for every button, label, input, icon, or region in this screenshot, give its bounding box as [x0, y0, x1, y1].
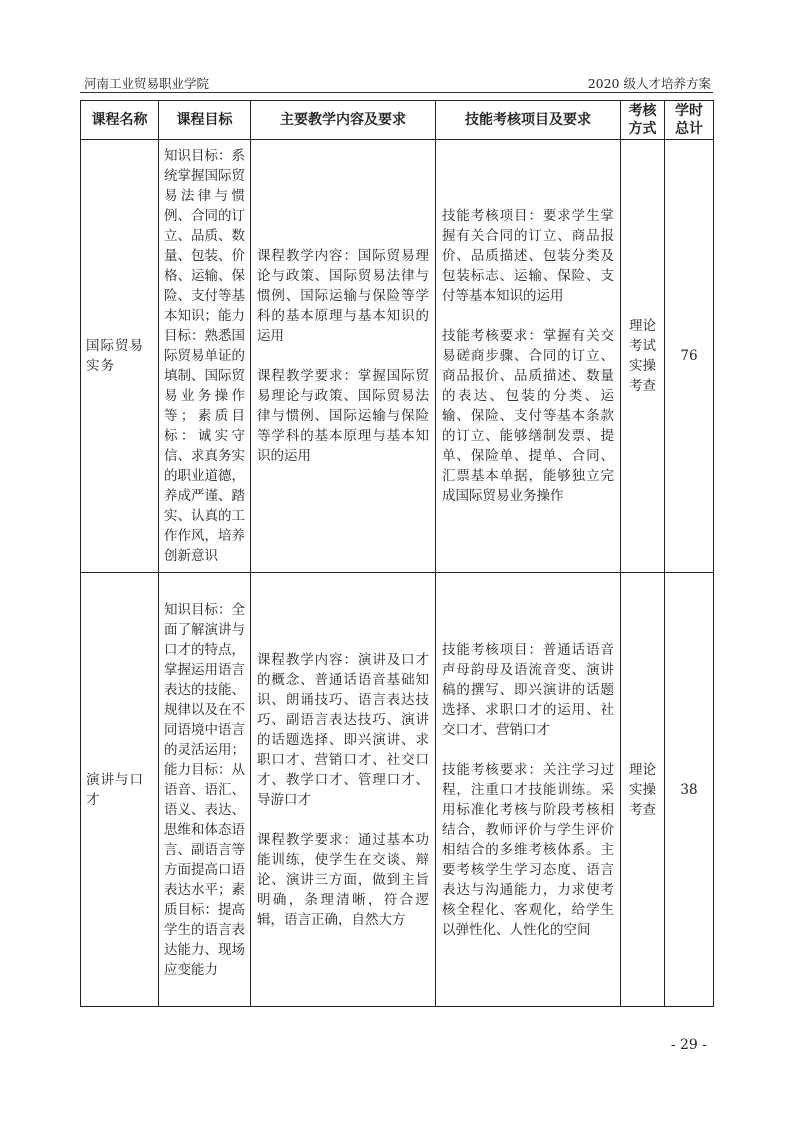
skill-requirements: 技能考核要求：掌握有关交易磋商步骤、合同的订立、商品报价、品质描述、数量的表达、包装的分类、运输、保险、支付等基本条款的订立、能够缮制发票、提单、保险单、提单、合同、汇票基本单据，能够独立完成国际贸易业务操作 [442, 328, 614, 504]
course-content [251, 573, 436, 1007]
page-number: - 29 - [670, 1037, 707, 1053]
assessment-method: 理论实操考查 [621, 573, 665, 1007]
content-text: 课程教学内容：国际贸易理论与政策、国际贸易法律与惯例、国际运输与保险等学科的基本原理与基本知识的运用 [257, 248, 429, 344]
col-hours: 学时总计 [665, 101, 714, 140]
skill-items: 技能考核项目：普通话语音声母韵母及语流音变、演讲稿的撰写、即兴演讲的话题选择、求职口才的运用、社交口才、营销口才 [442, 641, 614, 738]
skill-items: 技能考核项目：要求学生掌握有关合同的订立、商品报价、品质描述、包装分类及包装标志、运输、保险、支付等基本知识的运用 [442, 208, 614, 304]
course-content [251, 140, 436, 573]
course-table [80, 100, 714, 1007]
course-goal: 知识目标：系统掌握国际贸易法律与惯例、合同的订立、品质、数量、包装、价格、运输、保险、支付等基本知识；能力目标：熟悉国际贸易单证的填制、国际贸易业务操作等；素质目标：诚实守信、求真务实的职业道德，养成严谨、踏实、认真的工作作风，培养创新意识 [159, 140, 251, 573]
skill-requirements: 技能考核要求：关注学习过程，注重口才技能训练。采用标准化考核与阶段考核相结合，教师评价与学生评价相结合的多维考核体系。主要考核学生学习态度、语言表达与沟通能力，力求使考核全程化、客观化，给学生以弹性化、人性化的空间 [442, 761, 614, 938]
col-course-goal: 课程目标 [159, 101, 251, 140]
content-text: 课程教学内容：演讲及口才的概念、普通话语音基础知识、朗诵技巧、语言表达技巧、副语言表达技巧、演讲的话题选择、即兴演讲、求职口才、营销口才、社交口才、教学口才、管理口才、导游口才 [257, 651, 429, 808]
total-hours: 76 [665, 140, 714, 573]
course-goal: 知识目标：全面了解演讲与口才的特点，掌握运用语言表达的技能、规律以及在不同语境中语言的灵活运用；能力目标：从语音、语汇、语义、表达、思维和体态语言、副语言等方面提高口语表达水平；素质目标：提高学生的语言表达能力、现场应变能力 [159, 573, 251, 1007]
requirement-text: 课程教学要求：通过基本功能训练，使学生在交谈、辩论、演讲三方面，做到主旨明确，条理清晰，符合逻辑，语言正确，自然大方 [257, 831, 429, 928]
table-row [81, 140, 714, 573]
header-institution: 河南工业贸易职业学院 [84, 76, 210, 91]
header-divider [80, 92, 713, 93]
col-course-name: 课程名称 [81, 101, 159, 140]
table-header-row [81, 101, 714, 140]
course-name: 演讲与口才 [81, 573, 159, 1007]
skill-assessment [436, 140, 621, 573]
header-document-title: 2020 级人才培养方案 [587, 76, 711, 91]
col-skill: 技能考核项目及要求 [436, 101, 621, 140]
skill-assessment [436, 573, 621, 1007]
col-method: 考核方式 [621, 101, 665, 140]
requirement-text: 课程教学要求：掌握国际贸易理论与政策、国际贸易法律与惯例、国际运输与保险等学科的基本原理与基本知识的运用 [257, 368, 429, 464]
table-row [81, 573, 714, 1007]
course-name: 国际贸易实务 [81, 140, 159, 573]
total-hours: 38 [665, 573, 714, 1007]
assessment-method: 理论考试实操考查 [621, 140, 665, 573]
col-content: 主要教学内容及要求 [251, 101, 436, 140]
